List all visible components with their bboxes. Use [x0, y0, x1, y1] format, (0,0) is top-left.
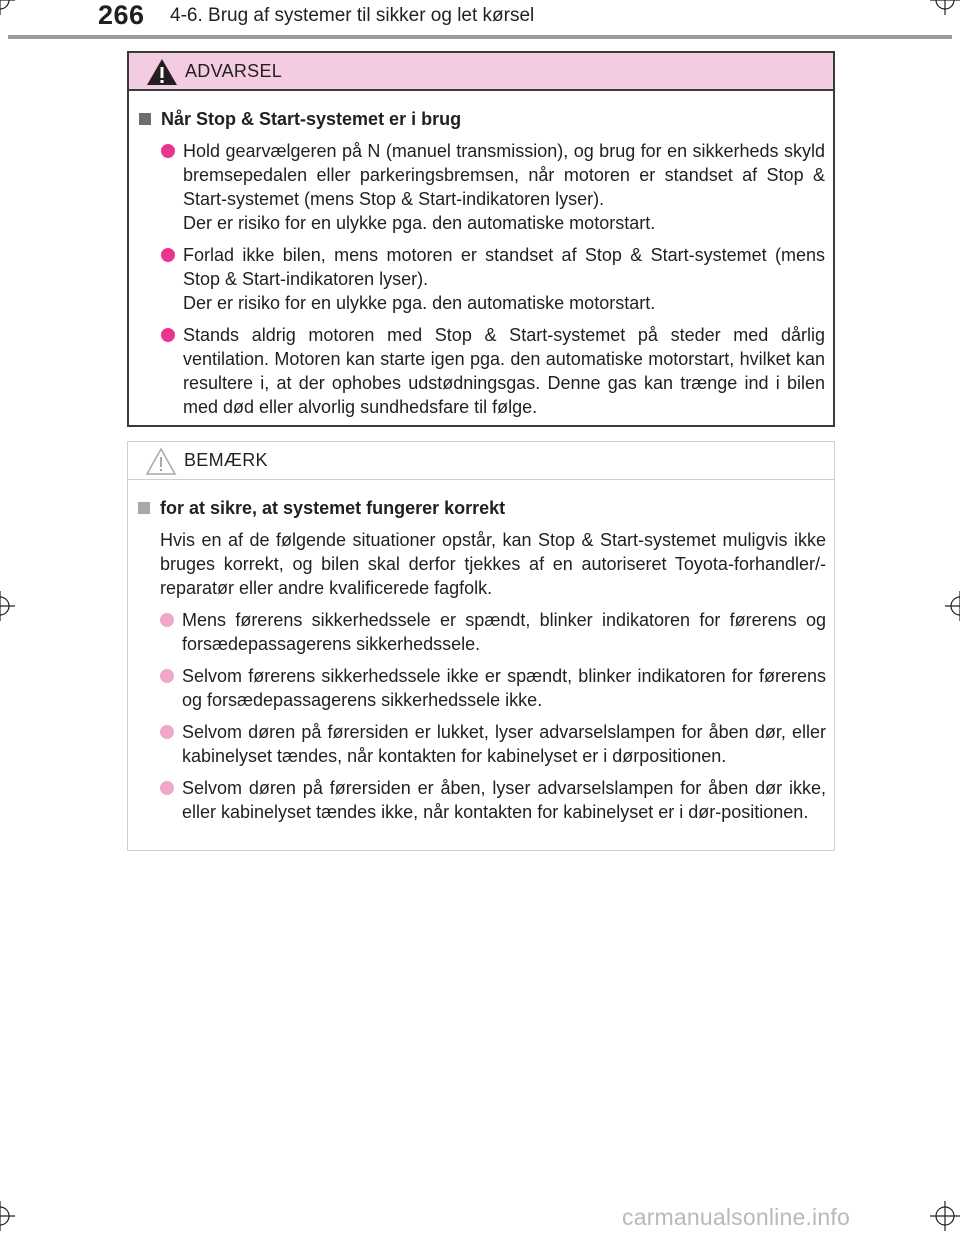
warning-box-body [129, 91, 833, 419]
circle-bullet-icon [160, 725, 174, 739]
warning-box [127, 51, 835, 427]
registration-mark-icon [930, 1201, 960, 1231]
warning-bullet-text: Stands aldrig motoren med Stop & Start-systemet på steder med dårlig ventilation. Motoren kan starte igen pga. den automatiske motorstart, hvilket kan resultere i, at der ophobes udstødningsgas. Denne gas kan trænge ind i bilen med død eller alvorlig sundhedsfare til følge. [183, 325, 825, 417]
warning-bullet [139, 323, 825, 419]
notice-box [127, 441, 835, 851]
square-bullet-icon [139, 113, 151, 125]
notice-intro: Hvis en af de følgende situationer opstår, kan Stop & Start-systemet muligvis ikke bruges korrekt, og bilen skal derfor tjekkes af en autoriseret Toyota-forhandler/-reparatør eller andre kvalificerede fagfolk. [160, 530, 826, 598]
notice-box-header [128, 442, 834, 480]
warning-label: ADVARSEL [185, 61, 283, 81]
notice-bullet-text: Selvom døren på førersiden er åben, lyser advarselslampen for åben dør ikke, eller kabinelyset tændes ikke, når kontakten for kabinelyset er i dør-positionen. [182, 778, 826, 822]
warning-triangle-icon [145, 57, 179, 87]
notice-bullet-text: Mens førerens sikkerhedssele er spændt, blinker indikatoren for førerens og forsædepassagerens sikkerhedssele. [182, 610, 826, 654]
square-bullet-icon [138, 502, 150, 514]
registration-mark-icon [0, 1201, 15, 1231]
warning-bullet-note: Der er risiko for en ulykke pga. den automatiske motorstart. [183, 293, 656, 313]
notice-bullet [138, 776, 826, 824]
notice-bullet-text: Selvom døren på førersiden er lukket, lyser advarselslampen for åben dør, eller kabinelyset tændes, når kontakten for kabinelyset er i dørpositionen. [182, 722, 826, 766]
registration-mark-icon [930, 0, 960, 15]
registration-mark-icon [945, 591, 960, 621]
circle-bullet-icon [161, 328, 175, 342]
warning-heading-text: Når Stop & Start-systemet er i brug [161, 109, 462, 129]
registration-mark-icon [0, 591, 15, 621]
section-title: 4-6. Brug af systemer til sikker og let kørsel [170, 5, 535, 26]
warning-heading [139, 107, 825, 131]
notice-bullet [138, 664, 826, 712]
notice-heading [138, 496, 826, 520]
circle-bullet-icon [160, 781, 174, 795]
warning-bullet-text: Forlad ikke bilen, mens motoren er standset af Stop & Start-systemet (mens Stop & Start-indikatoren lyser). [183, 245, 825, 289]
notice-box-body [128, 480, 834, 824]
page-number: 266 [98, 0, 145, 30]
circle-bullet-icon [161, 248, 175, 262]
notice-label: BEMÆRK [184, 450, 268, 470]
notice-bullet [138, 720, 826, 768]
circle-bullet-icon [160, 613, 174, 627]
warning-bullet [139, 139, 825, 235]
notice-heading-text: for at sikre, at systemet fungerer korrekt [160, 498, 506, 518]
notice-bullet-text: Selvom førerens sikkerhedssele ikke er spændt, blinker indikatoren for førerens og forsædepassagerens sikkerhedssele ikke. [182, 666, 826, 710]
circle-bullet-icon [161, 144, 175, 158]
watermark: carmanualsonline.info [622, 1204, 850, 1230]
notice-bullet [138, 608, 826, 656]
registration-mark-icon [0, 0, 15, 15]
warning-bullet-text: Hold gearvælgeren på N (manuel transmission), og brug for en sikkerheds skyld bremsepedalen eller parkeringsbremsen, når motoren er standset af Stop & Start-systemet (mens Stop & Start-indikatoren lyser). [183, 141, 825, 209]
warning-bullet [139, 243, 825, 315]
circle-bullet-icon [160, 669, 174, 683]
warning-bullet-note: Der er risiko for en ulykke pga. den automatiske motorstart. [183, 213, 656, 233]
warning-box-header [129, 53, 833, 91]
caution-triangle-icon [144, 446, 178, 476]
header-rule [8, 35, 952, 39]
